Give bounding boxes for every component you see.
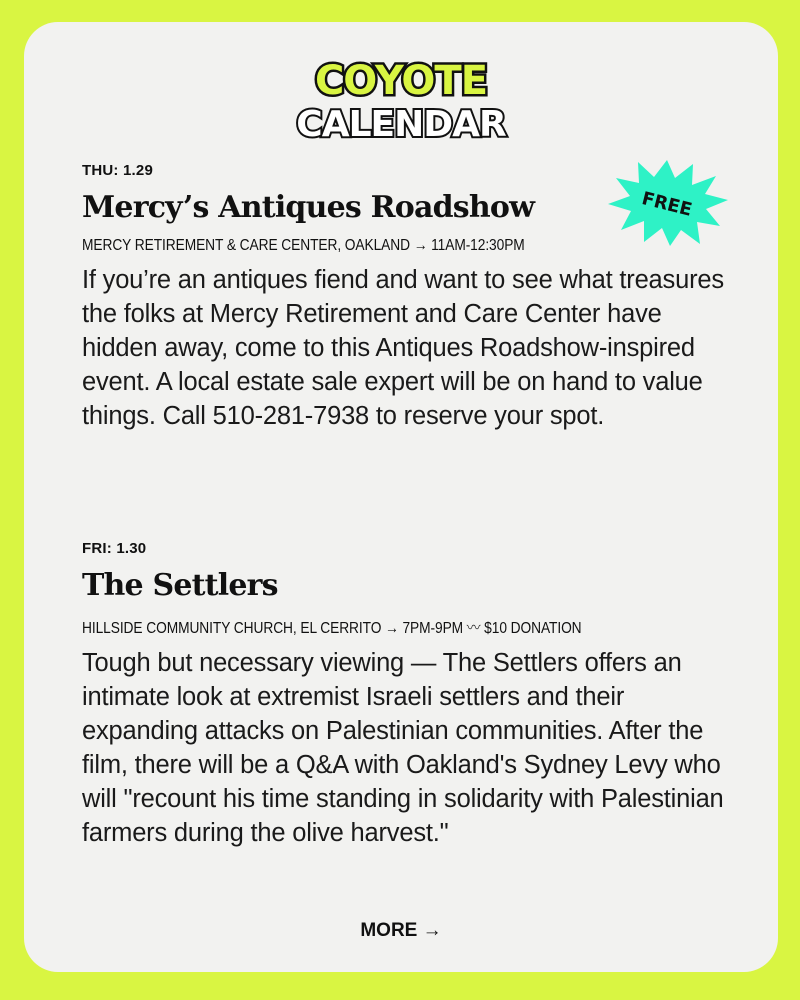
event-date: FRI: 1.30 — [82, 540, 147, 557]
event-description: If you’re an antiques fiend and want to see what treasures the folks at Mercy Retirement and Care Center have hidden away, come to this Antiques Roadshow-inspired event. A local estate sale expert will be on hand to value things. Call 510-281-7938 to reserve your spot. — [82, 266, 724, 430]
event-date: THU: 1.29 — [82, 162, 153, 179]
event-meta: MERCY RETIREMENT & CARE CENTER, OAKLAND → 11AM-12:30PM — [82, 237, 525, 254]
more-link[interactable]: MORE → — [360, 920, 442, 941]
event-meta: HILLSIDE COMMUNITY CHURCH, EL CERRITO → 7PM-9PM 〰 $10 DONATION — [82, 620, 582, 637]
logo-line2: CALENDAR — [296, 104, 506, 142]
logo-line1: COYOTE — [314, 58, 488, 104]
event-title: Mercy’s Antiques Roadshow — [82, 190, 535, 225]
free-badge-text: FREE — [639, 188, 695, 221]
calendar-card — [24, 22, 778, 972]
coyote-calendar-logo — [24, 52, 778, 142]
event-title: The Settlers — [82, 568, 278, 603]
event-item — [82, 540, 732, 850]
event-description: Tough but necessary viewing — The Settlers offers an intimate look at extremist Israeli settlers and their expanding attacks on Palestinian communities. After the film, there will be a Q&A with Oakland's Sydney Levy who will "recount his time standing in solidarity with Palestinian farmers during the olive harvest." — [82, 649, 724, 847]
event-item — [82, 162, 732, 433]
